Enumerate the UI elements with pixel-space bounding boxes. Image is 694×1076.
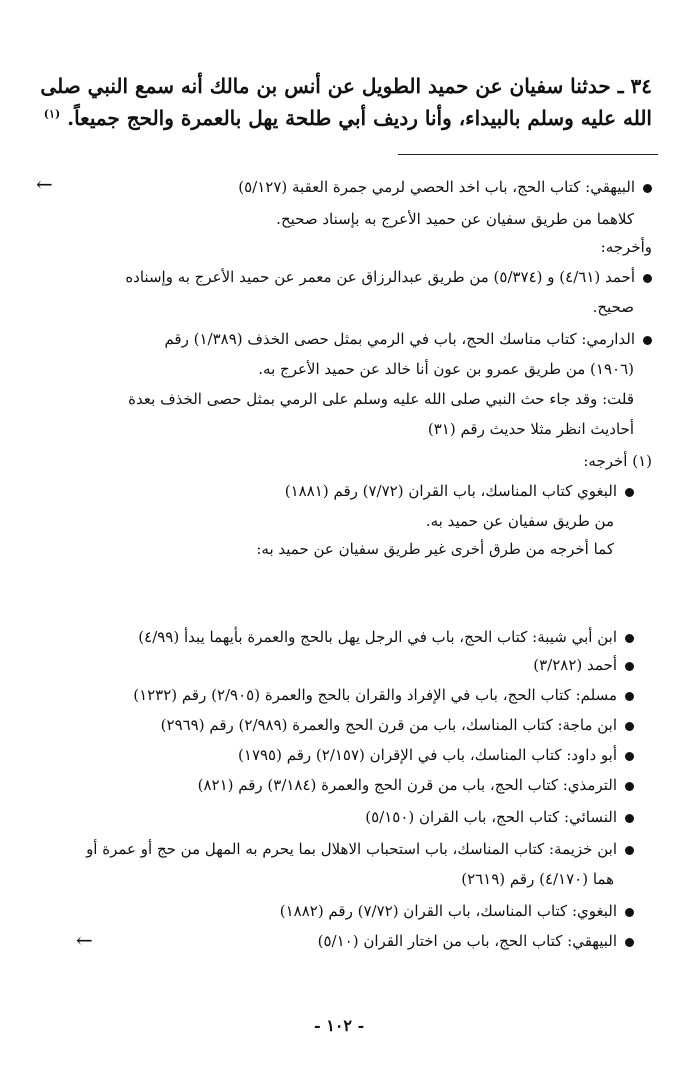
reference-line: وأخرجه:: [600, 238, 652, 256]
reference-line: كلاهما من طريق سفيان عن حميد الأعرج به بإسناد صحيح.: [276, 210, 634, 228]
bullet-icon: [643, 184, 652, 193]
bullet-icon: [643, 336, 652, 345]
reference-line: البغوي: كتاب المناسك، باب القران (٧/٧٢) رقم (١٨٨٢): [280, 902, 634, 920]
bullet-icon: [625, 846, 634, 855]
reference-line: صحيح.: [592, 298, 634, 316]
bullet-icon: [625, 692, 634, 701]
reference-line: قلت: وقد جاء حث النبي صلى الله عليه وسلم على الرمي بمثل حصى الخذف بعدة: [128, 390, 634, 408]
hadith-line-2: الله عليه وسلم بالبيداء، وأنا رديف أبي طلحة يهل بالعمرة والحج جميعاً. $^{(١)}$: [43, 106, 652, 130]
bullet-icon: [625, 782, 634, 791]
reference-line: (١) أخرجه:: [583, 452, 652, 470]
bullet-icon: [625, 488, 634, 497]
reference-line: (١٩٠٦) من طريق عمرو بن عون أنا خالد عن حميد الأعرج به.: [258, 360, 634, 378]
bullet-icon: [625, 634, 634, 643]
reference-line: هما (٤/١٧٠) رقم (٢٦١٩): [461, 870, 614, 888]
reference-line: ابن أبي شيبة: كتاب الحج، باب في الرجل يهل بالحج والعمرة بأيهما يبدأ (٤/٩٩): [138, 628, 634, 646]
reference-line: البيهقي: كتاب الحج، باب من اختار القران (٥/١٠): [318, 932, 634, 950]
bullet-icon: [643, 274, 652, 283]
footnote-separator: [398, 154, 658, 155]
reference-line: البغوي كتاب المناسك، باب القران (٧/٧٢) رقم (١٨٨١): [285, 482, 634, 500]
arrow-left-icon: ←: [36, 172, 53, 196]
reference-line: أحمد (٤/٦١) و (٥/٣٧٤) من طريق عبدالرزاق عن معمر عن حميد الأعرج به وإسناده: [125, 268, 652, 286]
bullet-icon: [625, 662, 634, 671]
arrow-left-icon: ←: [76, 928, 93, 952]
reference-line: من طريق سفيان عن حميد به.: [425, 512, 614, 530]
reference-line: أحاديث انظر مثلا حديث رقم (٣١): [427, 420, 634, 438]
bullet-icon: [625, 938, 634, 947]
bullet-icon: [625, 908, 634, 917]
reference-line: الدارمي: كتاب مناسك الحج، باب في الرمي بمثل حصى الخذف (١/٣٨٩) رقم: [164, 330, 652, 348]
bullet-icon: [625, 722, 634, 731]
footnote-marker: (١): [43, 107, 61, 121]
reference-line: أحمد (٣/٢٨٢): [533, 656, 634, 674]
reference-line: ابن ماجة: كتاب المناسك، باب من قرن الحج والعمرة (٢/٩٨٩) رقم (٢٩٦٩): [161, 716, 634, 734]
reference-line: كما أخرجه من طرق أخرى غير طريق سفيان عن حميد به:: [256, 540, 614, 558]
bullet-icon: [625, 814, 634, 823]
reference-line: النسائي: كتاب الحج، باب القران (٥/١٥٠): [365, 808, 634, 826]
reference-line: ابن خزيمة: كتاب المناسك، باب استحباب الاهلال بما يحرم به المهل من حج أو عمرة أو: [86, 840, 634, 858]
bullet-icon: [625, 752, 634, 761]
page-number: - ١٠٢ -: [314, 1016, 365, 1035]
hadith-line-1: ٣٤ ـ حدثنا سفيان عن حميد الطويل عن أنس بن مالك أنه سمع النبي صلى: [40, 74, 652, 98]
reference-line: مسلم: كتاب الحج، باب في الإفراد والقران بالحج والعمرة (٢/٩٠٥) رقم (١٢٣٢): [133, 686, 634, 704]
reference-line: أبو داود: كتاب المناسك، باب في الإقران (٢/١٥٧) رقم (١٧٩٥): [238, 746, 634, 764]
reference-line: البيهقي: كتاب الحج، باب اخد الحصي لرمي جمرة العقبة (٥/١٢٧): [238, 178, 652, 196]
reference-line: الترمذي: كتاب الحج، باب من قرن الحج والعمرة (٣/١٨٤) رقم (٨٢١): [198, 776, 634, 794]
